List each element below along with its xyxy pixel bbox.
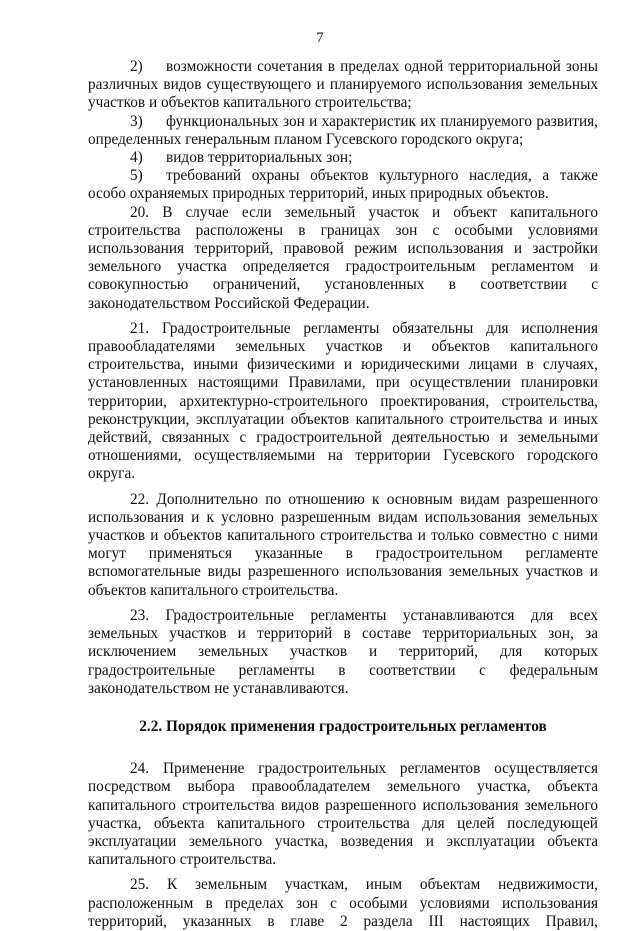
list-item-number: 4) xyxy=(130,149,143,167)
list-item xyxy=(88,167,598,203)
list-item xyxy=(88,113,598,149)
paragraph-22: 22. Дополнительно по отношению к основным видам разрешенного использования и к условно разрешенным видам использования земельных участков и объектов капитального строительства и только совместно с ними могут применяться указанные в градостроительном регламенте вспомогательные виды разрешенного использования земельных участков и объектов капитального строительства. xyxy=(88,490,598,599)
section-heading: 2.2. Порядок применения градостроительных регламентов xyxy=(139,717,547,735)
paragraph-25: 25. К земельным участкам, иным объектам недвижимости, расположенным в пределах зон с особыми условиями использования территорий, указанных в главе 2 раздела III настоящих Правил, xyxy=(88,876,598,930)
list-item-number: 2) xyxy=(130,58,143,75)
paragraph-20: 20. В случае если земельный участок и объект капитального строительства расположены в границах зон с особыми условиями использования территорий, правовой режим использования и застройки земельного участка определяется градостроительным регламентом и совокупностью ограничений, установленных в соответствии с законодательством Российской Федерации. xyxy=(88,203,598,312)
list-item-text: требований охраны объектов культурного наследия, а также особо охраняемых природных территорий, иных природных объектов. xyxy=(88,167,598,203)
list-item xyxy=(88,58,598,113)
list-item-text: видов территориальных зон; xyxy=(166,149,353,167)
paragraph-21: 21. Градостроительные регламенты обязательны для исполнения правообладателями земельных участков и объектов капитального строительства, иными физическими и юридическими лицами в случаях, установленных настоящими Правилами, при осуществлении планировки территории, архитектурно-строительного проектирования, строительства, реконструкции, эксплуатации объектов капитального строительства и иных действий, связанных с градостроительной деятельностью и земельными отношениями, осуществляемыми на территории Гусевского городского округа. xyxy=(88,319,598,483)
document-body xyxy=(88,58,598,931)
paragraph-23: 23. Градостроительные регламенты устанавливаются для всех земельных участков и территорий в составе территориальных зон, за исключением земельных участков и территорий, для которых градостроительные регламенты в соответствии с федеральным законодательством не устанавливаются. xyxy=(88,606,598,697)
list-item-number: 3) xyxy=(130,112,143,130)
list-item-text: функциональных зон и характеристик их планируемого развития, определенных генеральным планом Гусевского городского округа; xyxy=(88,112,598,148)
list-item xyxy=(88,149,598,167)
page-number: 7 xyxy=(316,30,324,46)
paragraph-24: 24. Применение градостроительных регламентов осуществляется посредством выбора правообладателем земельного участка, объекта капитального строительства видов разрешенного использования земельного участка, объекта капитального строительства для целей последующей эксплуатации земельного участка, возведения и эксплуатации объекта капитального строительства. xyxy=(88,760,598,869)
list-item-text: возможности сочетания в пределах одной территориальной зоны различных видов существующего и планируемого использования земельных участков и объектов капитального строительства; xyxy=(88,58,598,112)
list-item-number: 5) xyxy=(130,167,143,185)
